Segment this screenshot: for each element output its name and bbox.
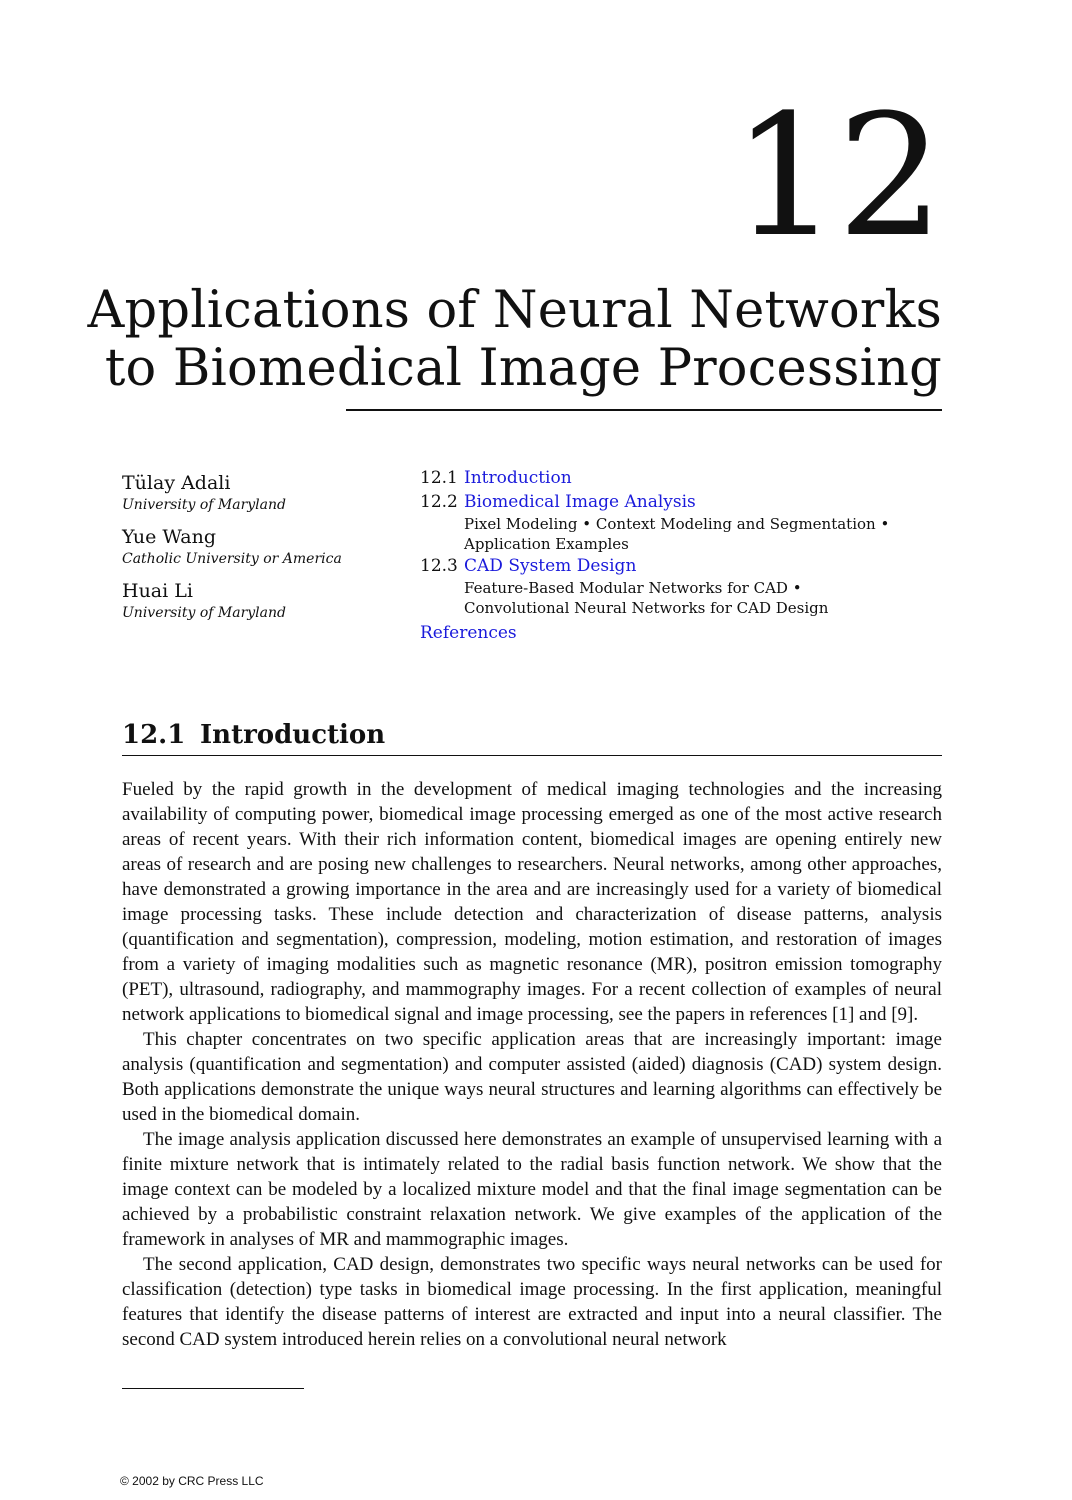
toc-section-number: 12.1 [420, 468, 458, 488]
author-entry [122, 524, 392, 568]
copyright-notice: © 2002 by CRC Press LLC [120, 1474, 264, 1488]
toc-entry [420, 466, 920, 490]
author-affiliation: University of Maryland [122, 497, 286, 513]
author-name: Yue Wang [122, 526, 217, 548]
title-rule [346, 409, 942, 411]
paragraph: Fueled by the rapid growth in the development of medical imaging technologies and the increasing availability of computing power, biomedical image processing emerged as one of the most active research areas of recent years. With their rich information content, biomedical images are opening entirely new areas of research and are posing new challenges to researchers. Neural networks, among other approaches, have demonstrated a growing importance in the area and are increasingly used for a variety of biomedical image processing tasks. These include detection and characterization of disease patterns, analysis (quantification and segmentation), compression, modeling, motion estimation, and restoration of images from a variety of imaging modalities such as magnetic resonance (MR), positron emission tomography (PET), ultrasound, radiography, and mammography images. For a recent collection of examples of neural network applications to biomedical signal and image processing, see the papers in references [1] and [9]. [122, 779, 942, 1025]
author-affiliation: Catholic University or America [122, 551, 342, 567]
section-number: 12.1 [122, 720, 186, 750]
toc-subsections: Pixel Modeling • Context Modeling and Segmentation • Application Examples [464, 515, 890, 553]
toc-section-number: 12.3 [420, 556, 458, 576]
author-name: Huai Li [122, 580, 193, 602]
toc-section-number: 12.2 [420, 492, 458, 512]
chapter-number: 12 [732, 78, 942, 274]
paragraph: This chapter concentrates on two specific application areas that are increasingly important: image analysis (quantification and segmentation) and computer assisted (aided) diagnosis (CAD) system design. Both applications demonstrate the unique ways neural structures and learning algorithms can effectively be used in the biomedical domain. [122, 1029, 942, 1125]
author-entry [122, 578, 392, 622]
toc-link-references[interactable]: References [420, 623, 517, 643]
body-text [122, 777, 942, 1352]
paragraph: The image analysis application discussed here demonstrates an example of unsupervised learning with a finite mixture network that is intimately related to the radial basis function network. We show that the image context can be modeled by a localized mixture model and that the final image segmentation can be achieved by a probabilistic constraint relaxation network. We give examples of the application of the framework in analyses of MR and mammographic images. [122, 1129, 942, 1250]
toc-link-cad-system-design[interactable]: CAD System Design [464, 556, 637, 576]
toc-link-introduction[interactable]: Introduction [464, 468, 572, 488]
toc-entry [420, 554, 920, 618]
section-title: Introduction [200, 720, 386, 750]
chapter-title-line-2: to Biomedical Image Processing [104, 339, 942, 398]
section-heading [122, 716, 942, 756]
chapter-title [87, 282, 942, 398]
author-affiliation: University of Maryland [122, 605, 286, 621]
author-name: Tülay Adali [122, 472, 231, 494]
footnote-rule [122, 1388, 304, 1389]
toc-subsections: Feature-Based Modular Networks for CAD • Convolutional Neural Networks for CAD Design [464, 579, 829, 617]
paragraph: The second application, CAD design, demonstrates two specific ways neural networks can be used for classification (detection) type tasks in biomedical image processing. In the first application, meaningful features that identify the disease patterns of interest are extracted and input into a neural classifier. The second CAD system introduced herein relies on a convolutional neural network [122, 1254, 942, 1350]
toc-entry [420, 490, 920, 554]
author-entry [122, 470, 392, 514]
chapter-title-line-1: Applications of Neural Networks [87, 281, 942, 340]
author-list [122, 470, 392, 632]
toc-link-biomedical-image-analysis[interactable]: Biomedical Image Analysis [464, 492, 696, 512]
table-of-contents [420, 466, 920, 646]
